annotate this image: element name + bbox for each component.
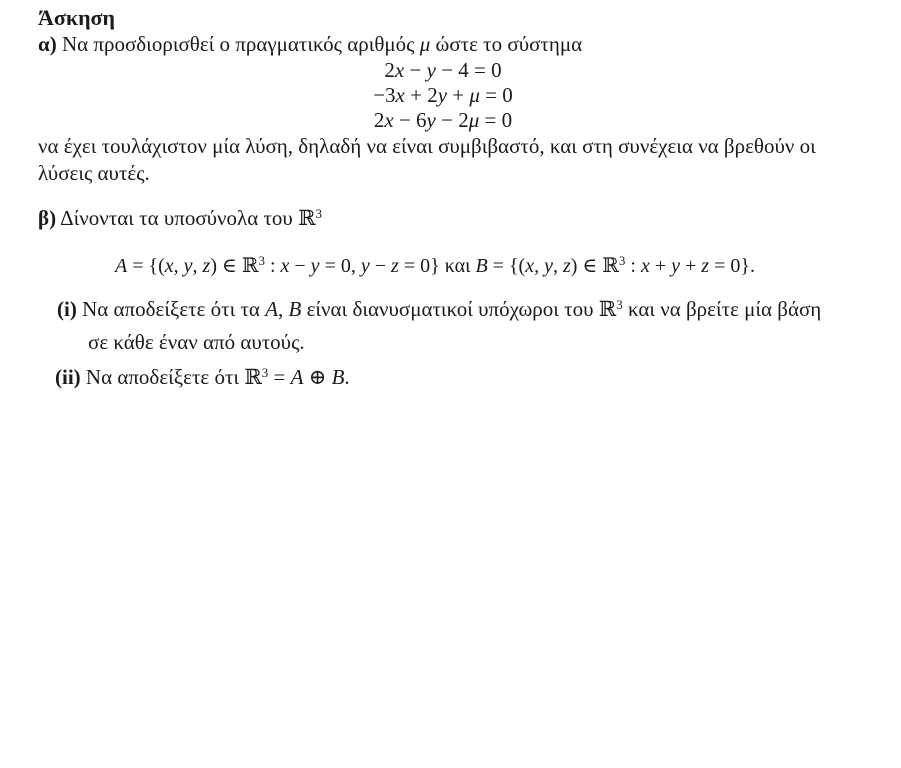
part-a-intro: α) Να προσδιορισθεί ο πραγματικός αριθμός μ ώστε το σύστημα [38, 32, 583, 56]
part-a-outro-line-1: να έχει τουλάχιστον μία λύση, δηλαδή να είναι συμβιβαστό, και στη συνέχεια να βρεθούν οι [38, 134, 816, 158]
system-equation-1: 2x − y − 4 = 0 [384, 58, 502, 82]
exercise-title: Άσκηση [38, 5, 116, 30]
system-equation-3: 2x − 6y − 2μ = 0 [373, 108, 513, 132]
part-a-outro-line-2: λύσεις αυτές. [38, 161, 150, 185]
set-definitions: A = {(x, y, z) ∈ ℝ$^3$ : x − y = 0, y − z = 0} και B = {(x, y, z) ∈ ℝ$^3$ : x + y + z = 0}. [115, 253, 755, 277]
part-b-intro: β) Δίνονται τα υποσύνολα του ℝ$^3$ [38, 206, 323, 230]
equation-system [38, 58, 848, 133]
system-equation-2: −3x + 2y + μ = 0 [373, 83, 513, 107]
item-ii: (ii) Να αποδείξετε ότι ℝ$^3$ = A ⊕ B. [55, 365, 350, 389]
item-i-line-1: (i) Να αποδείξετε ότι τα A, B είναι διανυσματικοί υπόχωροι του ℝ$^3$ και να βρείτε μία βάση [57, 297, 822, 321]
item-i-line-2: σε κάθε έναν από αυτούς. [88, 330, 305, 354]
